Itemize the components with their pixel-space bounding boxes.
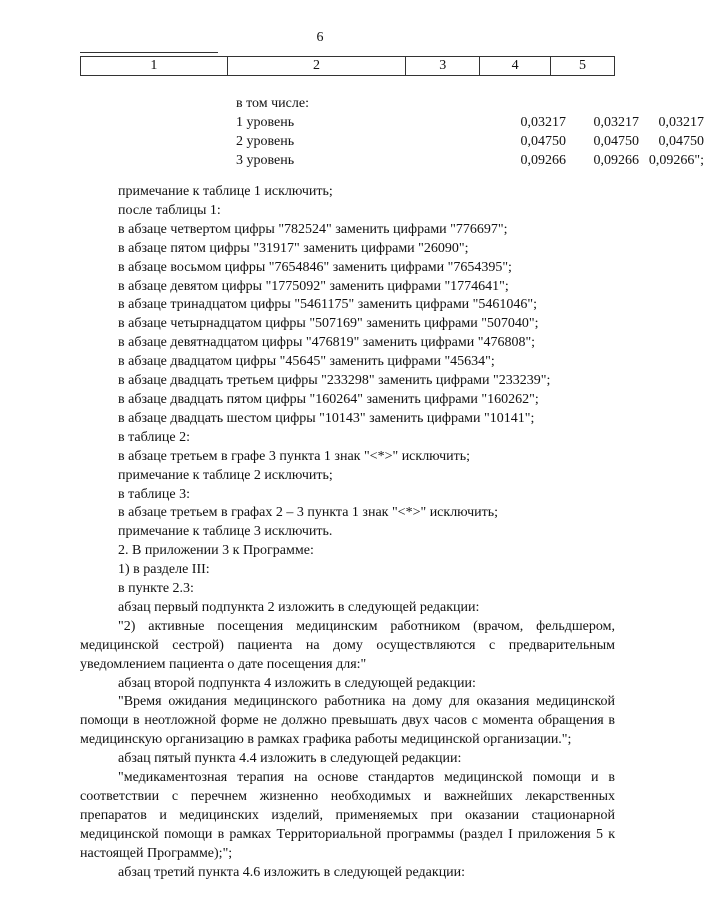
text-line: абзац второй подпункта 4 изложить в следующей редакции:	[118, 675, 476, 691]
column-header-table	[80, 56, 615, 76]
document-body	[80, 183, 615, 883]
text-line: в абзаце двадцать третьем цифры "233298" заменить цифрами "233239";	[118, 373, 551, 389]
text-line: в таблице 2:	[118, 429, 190, 445]
column-header-cell: 5	[551, 57, 615, 76]
cell-value-col3: 0,09266	[520, 153, 566, 168]
text-line: после таблицы 1:	[118, 202, 221, 218]
column-header-cell: 4	[480, 57, 551, 76]
cell-value-col4: 0,04750	[593, 134, 639, 149]
text-line: в абзаце двадцатом цифры "45645" заменить цифрами "45634";	[118, 354, 495, 370]
row-label: 3 уровень	[236, 153, 295, 168]
text-line: в абзаце третьем в графе 3 пункта 1 знак "<*>" исключить;	[118, 448, 471, 464]
cell-value-col5: 0,09266";	[648, 153, 704, 168]
text-line: абзац пятый пункта 4.4 изложить в следующей редакции:	[118, 751, 462, 767]
text-line: в абзаце двадцать пятом цифры "160264" заменить цифрами "160262";	[118, 391, 539, 407]
text-line: примечание к таблице 1 исключить;	[118, 184, 333, 199]
quoted-paragraph: "Время ожидания медицинского работника на дому для оказания медицинской помощи в неотложной форме не должно превышать двух часов с момента обращения в медицинскую организацию в рамках графика работы медицинской организации.";	[80, 694, 615, 748]
text-line: абзац первый подпункта 2 изложить в следующей редакции:	[118, 599, 480, 615]
cell-value-col3: 0,03217	[520, 115, 566, 130]
text-line: примечание к таблице 3 исключить.	[118, 524, 333, 540]
cell-value-col5: 0,03217	[658, 115, 704, 130]
text-line: в абзаце четвертом цифры "782524" заменить цифрами "776697";	[118, 221, 508, 237]
text-line: 1) в разделе III:	[118, 562, 210, 578]
page-number: 6	[316, 30, 324, 45]
text-line: в абзаце двадцать шестом цифры "10143" заменить цифрами "10141";	[118, 410, 535, 426]
row-label: 2 уровень	[236, 134, 295, 149]
text-line: в абзаце девятнадцатом цифры "476819" заменить цифрами "476808";	[118, 335, 536, 351]
cell-value-col4: 0,09266	[593, 153, 639, 168]
text-line: в абзаце пятом цифры "31917" заменить цифрами "26090";	[118, 240, 469, 256]
cell-value-col4: 0,03217	[593, 115, 639, 130]
text-line: 2. В приложении 3 к Программе:	[118, 543, 314, 559]
text-line: в абзаце третьем в графах 2 – 3 пункта 1 знак "<*>" исключить;	[118, 505, 499, 521]
cell-value-col3: 0,04750	[520, 134, 566, 149]
column-header-row	[81, 57, 615, 76]
text-line: в пункте 2.3:	[118, 581, 194, 597]
header-rule	[80, 52, 218, 53]
column-header-cell: 3	[406, 57, 480, 76]
quoted-paragraph: "медикаментозная терапия на основе стандартов медицинской помощи и в соответствии с перечнем жизненно необходимых и важнейших лекарственных препаратов и медицинских изделий, применяемых при оказании стационарной медицинской помощи в рамках Территориальной программы (раздел I приложения 5 к настоящей Программе);";	[80, 770, 615, 861]
text-line: примечание к таблице 2 исключить;	[118, 467, 333, 483]
row-label: в том числе:	[236, 96, 309, 111]
column-header-cell: 2	[227, 57, 406, 76]
column-header-cell: 1	[81, 57, 228, 76]
row-label: 1 уровень	[236, 115, 295, 130]
cell-value-col5: 0,04750	[658, 134, 704, 149]
text-line: в абзаце тринадцатом цифры "5461175" заменить цифрами "5461046";	[118, 297, 537, 313]
text-line: в абзаце четырнадцатом цифры "507169" заменить цифрами "507040";	[118, 316, 539, 332]
text-line: в абзаце девятом цифры "1775092" заменить цифрами "1774641";	[118, 278, 509, 294]
text-line: абзац третий пункта 4.6 изложить в следующей редакции:	[118, 864, 466, 880]
text-line: в абзаце восьмом цифры "7654846" заменить цифрами "7654395";	[118, 259, 512, 275]
quoted-paragraph: "2) активные посещения медицинским работником (врачом, фельдшером, медицинской сестрой) пациента на дому осуществляются с предварительным уведомлением пациента о дате посещения для:"	[80, 618, 615, 672]
text-line: в таблице 3:	[118, 486, 190, 502]
